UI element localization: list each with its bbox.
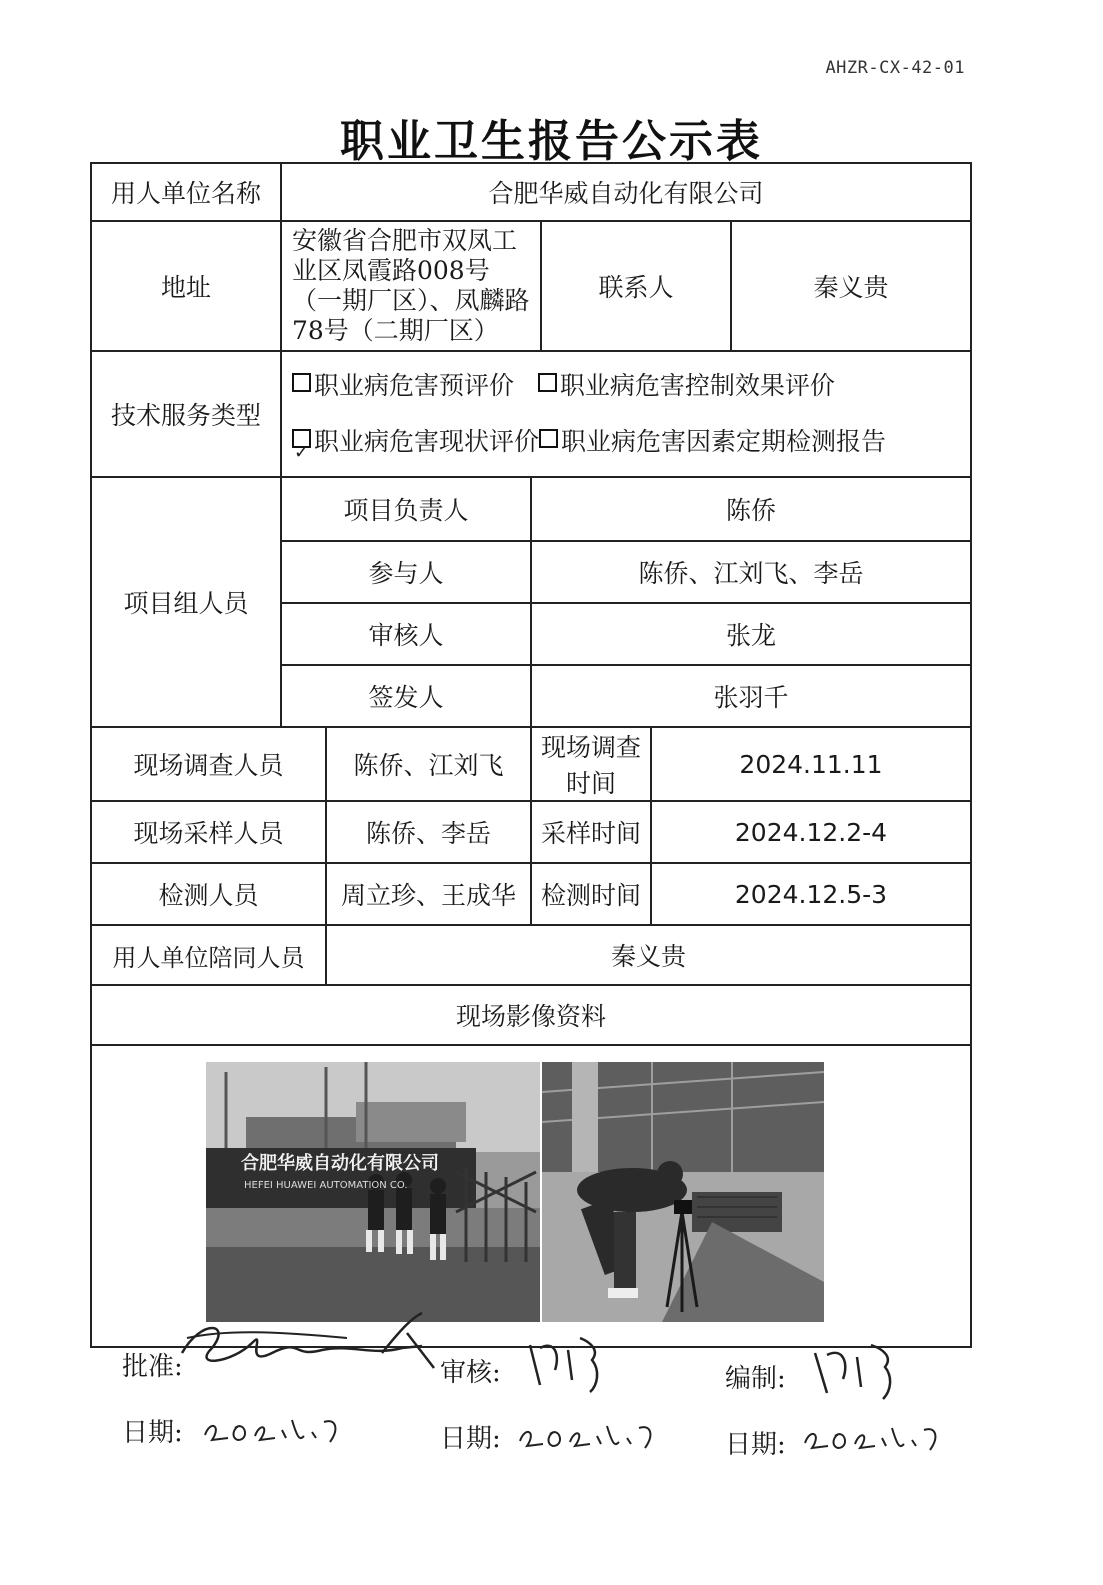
service-type-options <box>281 351 971 477</box>
address-row <box>91 221 971 351</box>
service-option-2: 职业病危害控制效果评价 <box>538 371 835 400</box>
checkbox-checked-icon <box>292 429 311 448</box>
accompany-label: 用人单位陪同人员 <box>91 925 326 985</box>
team-role-1: 项目负责人 <box>281 477 531 541</box>
service-type-row <box>91 351 971 477</box>
approve-label: 批准: <box>122 1352 183 1382</box>
survey-label: 现场调查人员 <box>91 727 326 801</box>
date-label-2: 日期: <box>440 1424 501 1454</box>
testing-label: 检测人员 <box>91 863 326 925</box>
gate-sign-text: 合肥华威自动化有限公司 <box>241 1153 439 1174</box>
project-team-label: 项目组人员 <box>91 477 281 727</box>
team-role-4: 签发人 <box>281 665 531 727</box>
date-label-1: 日期: <box>122 1418 183 1448</box>
survey-time-value: 2024.11.11 <box>651 727 971 801</box>
contact-label: 联系人 <box>541 221 731 351</box>
team-name-4: 张羽千 <box>531 665 971 727</box>
survey-value: 陈侨、江刘飞 <box>326 727 531 801</box>
employer-row <box>91 163 971 221</box>
page-title: 职业卫生报告公示表 <box>340 116 763 167</box>
images-cell <box>91 1045 971 1347</box>
testing-time-value: 2024.12.5-3 <box>651 863 971 925</box>
sampling-row <box>91 801 971 863</box>
images-row <box>91 1045 971 1347</box>
accompany-row <box>91 925 971 985</box>
compile-signature <box>805 1335 905 1405</box>
gate-photo-graphic <box>206 1062 540 1322</box>
survey-row <box>91 727 971 801</box>
address-label: 地址 <box>91 221 281 351</box>
date-label-3: 日期: <box>725 1430 786 1460</box>
service-option-1: 职业病危害预评价 <box>292 371 514 400</box>
team-name-1: 陈侨 <box>531 477 971 541</box>
approve-signature <box>172 1308 440 1388</box>
document-code: AHZR-CX-42-01 <box>825 58 965 78</box>
team-role-3: 审核人 <box>281 603 531 665</box>
team-role-2: 参与人 <box>281 541 531 603</box>
service-option-3: ✓职业病危害现状评价 <box>292 427 539 456</box>
team-name-3: 张龙 <box>531 603 971 665</box>
employer-value: 合肥华威自动化有限公司 <box>281 163 971 221</box>
service-type-label: 技术服务类型 <box>91 351 281 477</box>
testing-value: 周立珍、王成华 <box>326 863 531 925</box>
report-table <box>90 162 972 1348</box>
testing-time-label: 检测时间 <box>531 863 651 925</box>
images-label: 现场影像资料 <box>91 985 971 1045</box>
service-option-4: 职业病危害因素定期检测报告 <box>539 427 886 456</box>
address-value: 安徽省合肥市双凤工业区凤霞路008号（一期厂区）、凤麟路78号（二期厂区） <box>281 221 541 351</box>
sampling-time-value: 2024.12.2-4 <box>651 801 971 863</box>
images-header-row <box>91 985 971 1045</box>
date-handwriting-3 <box>800 1408 960 1458</box>
site-photo-workshop <box>542 1062 824 1322</box>
sampling-time-label: 采样时间 <box>531 801 651 863</box>
review-signature <box>520 1330 610 1400</box>
workshop-photo-graphic <box>542 1062 824 1322</box>
gate-sign-subtext: HEFEI HUAWEI AUTOMATION CO. <box>244 1180 408 1191</box>
review-label: 审核: <box>440 1358 501 1388</box>
accompany-value: 秦义贵 <box>326 925 971 985</box>
team-row-1 <box>91 477 971 541</box>
signature-area <box>0 1340 1103 1470</box>
contact-value: 秦义贵 <box>731 221 971 351</box>
team-name-2: 陈侨、江刘飞、李岳 <box>531 541 971 603</box>
survey-time-label: 现场调查时间 <box>531 727 651 801</box>
compile-label: 编制: <box>725 1364 786 1394</box>
checkbox-icon <box>538 373 557 392</box>
testing-row <box>91 863 971 925</box>
date-handwriting-1 <box>200 1400 360 1450</box>
sampling-label: 现场采样人员 <box>91 801 326 863</box>
sampling-value: 陈侨、李岳 <box>326 801 531 863</box>
checkbox-icon <box>539 429 558 448</box>
checkbox-icon <box>292 373 311 392</box>
site-photo-gate <box>206 1062 540 1322</box>
date-handwriting-2 <box>515 1406 675 1456</box>
employer-label: 用人单位名称 <box>91 163 281 221</box>
